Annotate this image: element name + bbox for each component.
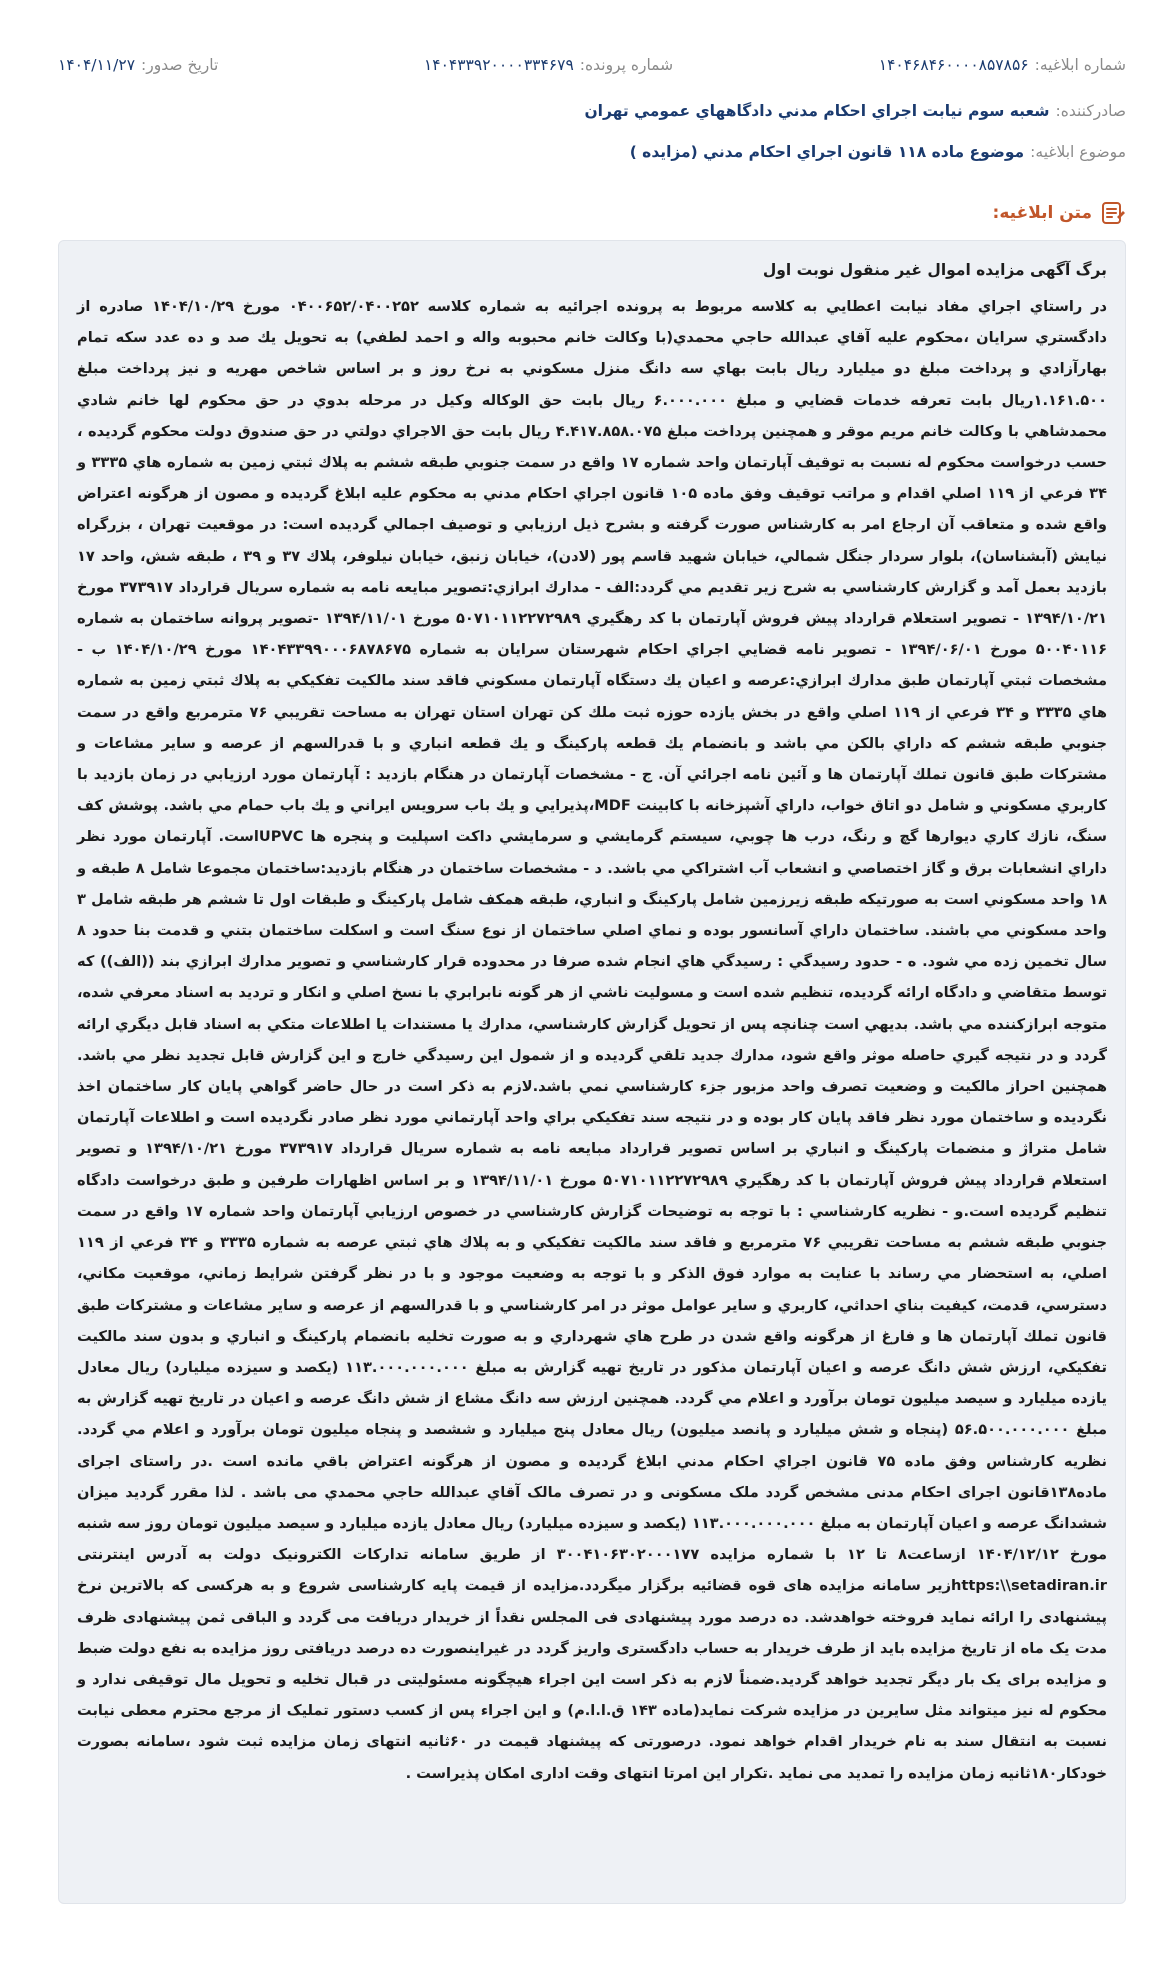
issuer-row <box>58 102 1126 120</box>
subject-value: موضوع ماده ۱۱۸ قانون اجراي احكام مدني (مزايده ) <box>629 143 1025 161</box>
issue-date <box>58 56 218 74</box>
subject-row <box>58 143 1126 161</box>
issuer-value: شعبه سوم نيابت اجراي احكام مدني دادگاههاي عمومي تهران <box>584 102 1050 120</box>
section-heading <box>993 200 1126 226</box>
notice-body-title: برگ آگهی مزایده اموال غیر منقول نوبت اول <box>762 261 1107 279</box>
issue-date-value: ۱۴۰۴/۱۱/۲۷ <box>58 56 136 74</box>
notice-number-value: ۱۴۰۴۶۸۴۶۰۰۰۰۸۵۷۸۵۶ <box>878 56 1029 74</box>
case-number-value: ۱۴۰۴۳۳۹۲۰۰۰۰۳۳۴۶۷۹ <box>423 56 574 74</box>
issuer-label: صادرکننده: <box>1055 102 1126 120</box>
document-text-icon <box>1100 200 1126 226</box>
subject-label: موضوع ابلاغيه: <box>1030 143 1126 161</box>
notice-body-panel <box>58 240 1126 1904</box>
case-number <box>424 56 673 74</box>
notice-body-text: در راستاي اجراي مفاد نيابت اعطايي به كلاسه مربوط به پرونده اجرائيه به شماره كلاسه ۰۴۰۰۶۵۲/۰۴۰۰۲۵۲ مورخ ۱۴۰۴/۱۰/۲۹ صادره از دادگستري سرايان ،محكوم عليه آقاي عبدالله حاجي محمدي(با وكالت خانم محبوبه واله و احمد لطفي) به تحويل يك صد و ده عدد سكه تمام بهارآزادي و پرداخت مبلغ دو ميليارد ريال بابت بهاي سه دانگ منزل مسكوني به نرخ روز و بر اساس شاخص مهريه و نيز پرداخت مبلغ ۱.۱۶۱.۵۰۰ريال بابت تعرفه خدمات قضايي و مبلغ ۶.۰۰۰.۰۰۰ ريال بابت حق الوكاله وكيل در مرحله بدوي در حق محكوم لها خانم شادي محمدشاهي با وكالت خانم مريم موقر و همچنين پرداخت مبلغ ۴.۴۱۷.۸۵۸.۰۷۵ ريال بابت حق الاجراي دولتي در حق صندوق دولت محكوم گرديده ، حسب درخواست محكوم له نسبت به توقيف آپارتمان واحد شماره ۱۷ واقع در سمت جنوبي طبقه ششم به پلاك ثبتي زمين به شماره هاي ۳۳۳۵ و ۳۴ فرعي از ۱۱۹ اصلي اقدام و مراتب توقيف وفق ماده ۱۰۵ قانون اجراي احكام مدني به محكوم عليه ابلاغ گرديده و مصون از هرگونه اعتراض واقع شده و متعاقب آن ارجاع امر به كارشناس صورت گرفته و بشرح ذيل ارزيابي و توصيف اجمالي گرديده است: در موقعيت تهران ، بزرگراه نيايش (آبشناسان)، بلوار سردار جنگل شمالي، خيابان شهيد قاسم پور (لادن)، خيابان زنبق، خيابان نيلوفر، پلاك ۳۷ و ۳۹ ، طبقه شش، واحد ۱۷ بازديد بعمل آمد و گزارش كارشناسي به شرح زير تقديم مي گردد:الف - مدارك ابرازي:تصوير مبايعه نامه به شماره سريال قرارداد ۳۷۳۹۱۷ مورخ ۱۳۹۴/۱۰/۲۱ - تصوير استعلام قرارداد پيش فروش آپارتمان با كد رهگيري ۵۰۷۱۰۱۱۲۲۷۲۹۸۹ مورخ ۱۳۹۴/۱۱/۰۱ -تصوير پروانه ساختمان به شماره ۵۰۰۴۰۱۱۶ مورخ ۱۳۹۴/۰۶/۰۱ - تصوير نامه قضايي اجراي احكام شهرستان سرايان به شماره ۱۴۰۴۳۳۹۹۰۰۰۶۸۷۸۶۷۵ مورخ ۱۴۰۴/۱۰/۲۹ ب - مشخصات ثبتي آپارتمان طبق مدارك ابرازي:عرصه و اعيان يك دستگاه آپارتمان مسكوني فاقد سند مالكيت تفكيكي به پلاك ثبتي زمين به شماره هاي ۳۳۳۵ و ۳۴ فرعي از ۱۱۹ اصلي واقع در بخش يازده حوزه ثبت ملك كن تهران استان تهران به مساحت تقريبي ۷۶ مترمربع واقع در سمت جنوبي طبقه ششم كه داراي بالكن مي باشد و بانضمام يك قطعه پاركينگ و يك قطعه انباري و با قدرالسهم از عرصه و ساير مشاعات و مشتركات طبق قانون تملك آپارتمان ها و آئين نامه اجرائي آن. ج - مشخصات آپارتمان در هنگام بازديد : آپارتمان مورد ارزيابي در زمان بازديد با كاربري مسكوني و شامل دو اتاق خواب، داراي آشپزخانه با كابينت MDF،پذيرايي و يك باب سرويس ايراني و يك باب حمام مي باشد. پوشش كف سنگ، نازك كاري ديوارها گچ و رنگ، درب ها چوبي، سيستم گرمايشي و سرمايشي داكت اسپليت و پنجره ها UPVCاست. آپارتمان مورد نظر داراي انشعابات برق و گاز اختصاصي و انشعاب آب اشتراكي مي باشد. د - مشخصات ساختمان در هنگام بازديد:ساختمان مجموعا شامل ۸ طبقه و ۱۸ واحد مسكوني است به صورتيكه طبقه زيرزمين شامل پاركينگ و انباري، طبقه همكف شامل پاركينگ و طبقات اول تا ششم هر طبقه شامل ۳ واحد مسكوني مي باشند. ساختمان داراي آسانسور بوده و نماي اصلي ساختمان از نوع سنگ است و اسكلت ساختمان بتني و قدمت بنا حدود ۸ سال تخمين زده مي شود. ه - حدود رسيدگي : رسيدگي هاي انجام شده صرفا در محدوده قرار كارشناسي و تصوير مدارك ابرازي بند ((الف)) كه توسط متقاضي و دادگاه ارائه گرديده، تنظيم شده است و مسوليت ناشي از هر گونه نابرابري با نسخ اصلي و انكار و ترديد به اسناد معرفي شده، متوجه ابرازكننده مي باشد. بديهي است چنانچه پس از تحويل گزارش كارشناسي، مدارك يا مستندات يا اطلاعات متكي به اسناد قابل ديگري ارائه گردد و در نتيجه گيري حاصله موثر واقع شود، مدارك جديد تلقي گرديده و از شمول اين رسيدگي خارج و اين گزارش قابل تجديد نظر مي باشد. همچنين احراز مالكيت و وضعيت تصرف واحد مزبور جزء كارشناسي نمي باشد.لازم به ذكر است در حال حاضر گواهي پايان كار ساختمان اخذ نگرديده و ساختمان مورد نظر فاقد پايان كار بوده و در نتيجه سند تفكيكي براي واحد آپارتماني مورد نظر صادر نگرديده است و اطلاعات آپارتمان شامل متراژ و منضمات پاركينگ و انباري بر اساس تصوير قرارداد مبايعه نامه به شماره سريال قرارداد ۳۷۳۹۱۷ مورخ ۱۳۹۴/۱۰/۲۱ و تصوير استعلام قرارداد پيش فروش آپارتمان با كد رهگيري ۵۰۷۱۰۱۱۲۲۷۲۹۸۹ مورخ ۱۳۹۴/۱۱/۰۱ و بر اساس اظهارات طرفين و طبق درخواست دادگاه تنظيم گرديده است.و - نظريه كارشناسي : با توجه به توضيحات گزارش كارشناسي در خصوص ارزيابي آپارتمان واحد شماره ۱۷ واقع در سمت جنوبي طبقه ششم به مساحت تقريبي ۷۶ مترمربع و فاقد سند مالكيت تفكيكي و به پلاك هاي ثبتي عرصه به شماره ۳۳۳۵ و ۳۴ فرعي از ۱۱۹ اصلي، به استحضار مي رساند با عنايت به موارد فوق الذكر و با توجه به وضعيت موجود و با در نظر گرفتن شرايط زماني، موقعيت مكاني، دسترسي، قدمت، كيفيت بناي احداثي، كاربري و ساير عوامل موثر در امر كارشناسي و با قدرالسهم از عرصه و ساير مشاعات و مشتركات طبق قانون تملك آپارتمان ها و فارغ از هرگونه واقع شدن در طرح هاي شهرداري و به صورت تخليه بانضمام پاركينگ و انباري و بدون سند مالكيت تفكيكي، ارزش شش دانگ عرصه و اعيان آپارتمان مذكور در تاريخ تهيه گزارش به مبلغ ۱۱۳.۰۰۰.۰۰۰.۰۰۰ (يكصد و سيزده ميليارد) ريال معادل يازده ميليارد و سيصد ميليون تومان برآورد و اعلام مي گردد. همچنين ارزش سه دانگ مشاع از شش دانگ عرصه و اعيان در تاريخ تهيه گزارش به مبلغ ۵۶.۵۰۰.۰۰۰.۰۰۰ (پنجاه و شش ميليارد و پانصد ميليون) ريال معادل پنج ميليارد و ششصد و پنجاه ميليون تومان برآورد و اعلام مي گردد. نظريه كارشناس وفق ماده ۷۵ قانون اجراي احكام مدني ابلاغ گرديده و مصون از هرگونه اعتراض باقي مانده است .در راستای اجرای ماده۱۳۸قانون اجرای احکام مدنی مشخص گردد ملک مسکونی و در تصرف مالک آقاي عبدالله حاجي محمدي می باشد . لذا مقرر گردید میزان ششدانگ عرصه و اعیان آپارتمان به مبلغ ۱۱۳.۰۰۰.۰۰۰.۰۰۰ (يكصد و سيزده ميليارد) ريال معادل يازده ميليارد و سيصد ميليون تومان روز سه شنبه مورخ ۱۴۰۴/۱۲/۱۲ ازساعت۸ تا ۱۲ با شماره مزایده ۳۰۰۴۱۰۶۳۰۲۰۰۰۱۷۷ از طریق سامانه تدارکات الکترونیک دولت به آدرس اینترنتی https:\\setadiran.irزیر سامانه مزایده های قوه قضائیه برگزار میگردد.مزایده از قیمت پایه کارشناسی شروع و به هرکسی که بالاترین نرخ پیشنهادی را ارائه نماید فروخته خواهدشد. ده درصد مورد پیشنهادی فی المجلس نقداً از خریدار دریافت می گردد و الباقی ثمن پیشنهادی ظرف مدت یک ماه از تاریخ مزایده باید از طرف خریدار به حساب دادگستری واریز گردد در غیراینصورت ده درصد دریافتی روز مزایده به نفع دولت ضبط و مزایده برای یک بار دیگر تجدید خواهد گردید.ضمناً لازم به ذکر است این اجراء هیچگونه مسئولیتی در قبال تخلیه و تحویل مال توقیفی ندارد و محکوم له نیز میتواند مثل سایرین در مزایده شرکت نماید(ماده ۱۴۳ ق.ا.ا.م) و این اجراء پس از کسب دستور تملیک از مرجع محترم معطی نیابت نسبت به انتقال سند به نام خریدار اقدام خواهد نمود. درصورتی که پیشنهاد قیمت در ۶۰ثانیه انتهای زمان مزایده ثبت شود ،سامانه بصورت خودکار۱۸۰ثانیه زمان مزایده را تمدید می نماید .تکرار این امرتا انتهای وقت اداری امکان پذیراست . <box>77 298 1108 1782</box>
case-number-label: شماره پرونده: <box>579 56 674 74</box>
section-title: متن ابلاغيه: <box>992 203 1092 223</box>
issue-date-label: تاريخ صدور: <box>141 56 219 74</box>
header-row-ids <box>58 56 1126 74</box>
notice-number <box>879 56 1126 74</box>
notice-number-label: شماره ابلاغيه: <box>1034 56 1126 74</box>
